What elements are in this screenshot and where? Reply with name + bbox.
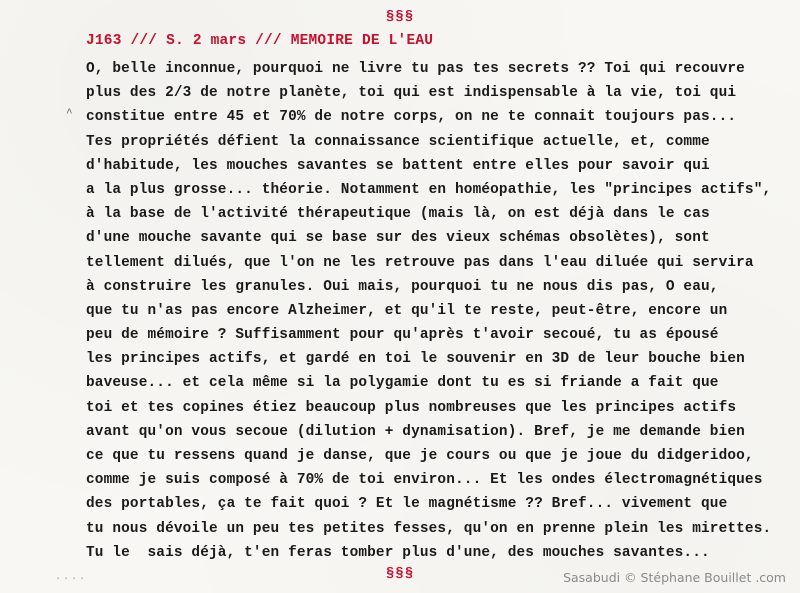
text-line: O, belle inconnue, pourquoi ne livre tu pas tes secrets ?? Toi qui recouvre	[86, 61, 745, 77]
text-line: les principes actifs, et gardé en toi le souvenir en 3D de leur bouche bien	[86, 351, 745, 368]
text-line: toi et tes copines étiez beaucoup plus nombreuses que les principes actifs	[86, 399, 737, 416]
text-line: à la base de l'activité thérapeutique (mais là, on est déjà dans le cas	[86, 206, 710, 223]
text-line: d'habitude, les mouches savantes se battent entre elles pour savoir qui	[86, 157, 710, 174]
copyright-watermark: Sasabudi © Stéphane Bouillet .com	[563, 570, 786, 585]
ornament-top: §§§	[385, 9, 415, 25]
text-line: tellement dilués, que l'on ne les retrouve pas dans l'eau diluée qui servira	[86, 254, 754, 271]
text-line: des portables, ça te fait quoi ? Et le magnétisme ?? Bref... vivement que	[86, 496, 728, 513]
text-line: Tu le sais déjà, t'en feras tomber plus d'une, des mouches savantes...	[86, 544, 710, 561]
text-line: ce que tu ressens quand je danse, que je cours ou que je joue du didgeridoo,	[86, 448, 754, 464]
margin-caret-mark: ^	[66, 108, 73, 120]
text-line: à construire les granules. Oui mais, pourquoi tu ne nous dis pas, O eau,	[86, 278, 719, 295]
text-line: que tu n'as pas encore Alzheimer, et qu'il te reste, peut-être, encore un	[86, 302, 728, 319]
text-line: tu nous dévoile un peu tes petites fesses, qu'on en prenne plein les mirettes.	[86, 520, 772, 537]
entry-heading: J163 /// S. 2 mars /// MEMOIRE DE L'EAU	[86, 33, 434, 49]
text-line: a la plus grosse... théorie. Notamment en homéopathie, les "principes actifs",	[86, 181, 772, 198]
typewritten-body	[86, 57, 786, 565]
text-line: peu de mémoire ? Suffisamment pour qu'après t'avoir secoué, tu as épousé	[86, 327, 719, 344]
text-line: comme je suis composé à 70% de toi environ... Et les ondes électromagnétiques	[86, 472, 763, 489]
ornament-bottom: §§§	[385, 566, 415, 582]
text-line: baveuse... et cela même si la polygamie dont tu es si friande a fait que	[86, 375, 719, 392]
text-line: avant qu'on vous secoue (dilution + dynamisation). Bref, je me demande bien	[86, 423, 745, 440]
text-line: plus des 2/3 de notre planète, toi qui est indispensable à la vie, toi qui	[86, 85, 737, 102]
margin-dots: ....	[55, 572, 88, 583]
text-line: d'une mouche savante qui se base sur des vieux schémas obsolètes), sont	[86, 230, 710, 247]
text-line: constitue entre 45 et 70% de notre corps, on ne te connait toujours pas...	[86, 109, 737, 126]
text-line: Tes propriétés défient la connaissance scientifique actuelle, et, comme	[86, 133, 710, 150]
